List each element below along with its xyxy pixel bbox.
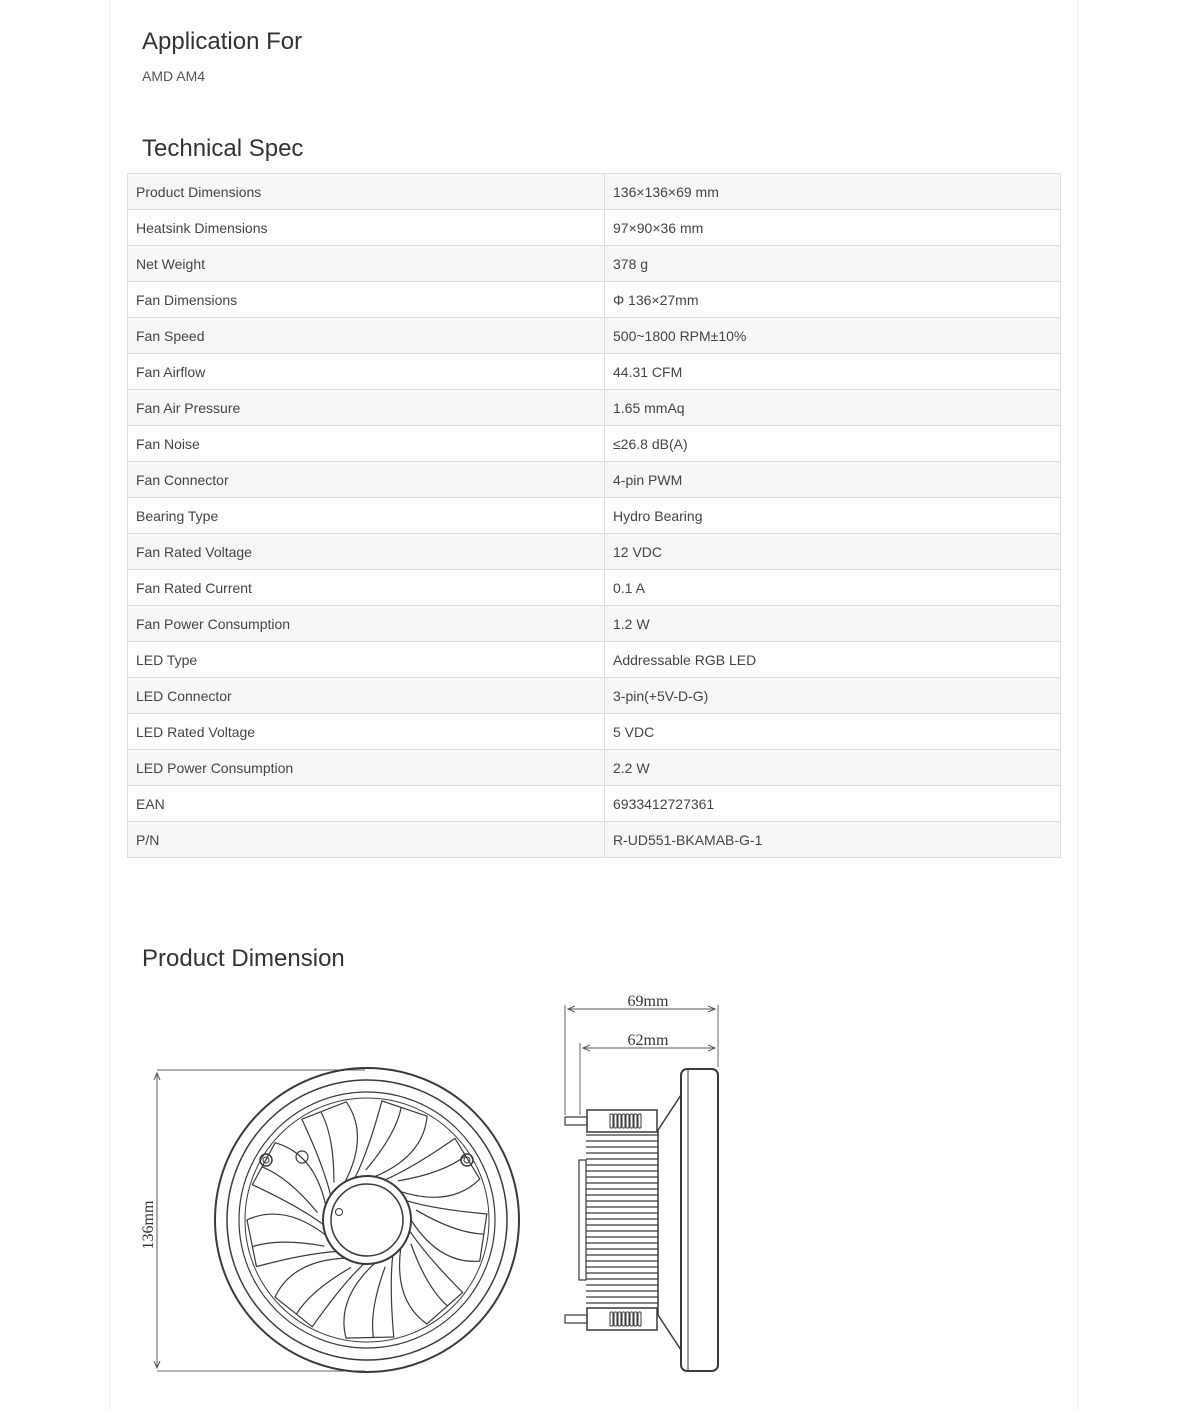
spec-value: 2.2 W — [605, 750, 1061, 786]
spec-row — [128, 282, 1061, 318]
total-width-label: 69mm — [627, 993, 669, 1010]
spec-row — [128, 642, 1061, 678]
spec-row — [128, 246, 1061, 282]
spec-value: 136×136×69 mm — [605, 174, 1061, 210]
spec-label: LED Type — [128, 642, 605, 678]
spec-label: P/N — [128, 822, 605, 858]
spec-label: Fan Rated Current — [128, 570, 605, 606]
application-heading: Application For — [142, 28, 303, 55]
spec-value: 1.65 mmAq — [605, 390, 1061, 426]
spec-row — [128, 174, 1061, 210]
height-dimension-label: 136mm — [140, 1200, 157, 1250]
product-dimension-heading: Product Dimension — [142, 945, 345, 972]
spec-value: Hydro Bearing — [605, 498, 1061, 534]
spec-row — [128, 498, 1061, 534]
spec-label: Bearing Type — [128, 498, 605, 534]
spec-label: Fan Power Consumption — [128, 606, 605, 642]
spec-value: ≤26.8 dB(A) — [605, 426, 1061, 462]
spec-label: Product Dimensions — [128, 174, 605, 210]
spec-label: Fan Air Pressure — [128, 390, 605, 426]
spec-value: 1.2 W — [605, 606, 1061, 642]
spec-row — [128, 822, 1061, 858]
spec-value: 12 VDC — [605, 534, 1061, 570]
spec-label: Heatsink Dimensions — [128, 210, 605, 246]
spec-label: Fan Speed — [128, 318, 605, 354]
spec-label: EAN — [128, 786, 605, 822]
spec-value: 97×90×36 mm — [605, 210, 1061, 246]
spec-label: Fan Connector — [128, 462, 605, 498]
spec-value: 500~1800 RPM±10% — [605, 318, 1061, 354]
spec-row — [128, 786, 1061, 822]
spec-value: 4-pin PWM — [605, 462, 1061, 498]
spec-label: Fan Airflow — [128, 354, 605, 390]
spec-label: Fan Dimensions — [128, 282, 605, 318]
spec-row — [128, 462, 1061, 498]
spec-label: LED Rated Voltage — [128, 714, 605, 750]
spec-table — [127, 173, 1061, 858]
spec-label: Fan Rated Voltage — [128, 534, 605, 570]
spec-label: Fan Noise — [128, 426, 605, 462]
spec-row — [128, 606, 1061, 642]
spec-value: 378 g — [605, 246, 1061, 282]
heatsink-width-label: 62mm — [627, 1032, 669, 1049]
spec-row — [128, 570, 1061, 606]
fan-top-view — [215, 1068, 519, 1372]
product-detail-card — [109, 0, 1078, 1410]
spec-row — [128, 426, 1061, 462]
application-value: AMD AM4 — [142, 68, 206, 84]
spec-value: 5 VDC — [605, 714, 1061, 750]
spec-row — [128, 534, 1061, 570]
spec-row — [128, 390, 1061, 426]
spec-value: 44.31 CFM — [605, 354, 1061, 390]
spec-row — [128, 354, 1061, 390]
spec-row — [128, 678, 1061, 714]
spec-row — [128, 750, 1061, 786]
spec-row — [128, 714, 1061, 750]
spec-value: R-UD551-BKAMAB-G-1 — [605, 822, 1061, 858]
spec-value: 3-pin(+5V-D-G) — [605, 678, 1061, 714]
spec-label: Net Weight — [128, 246, 605, 282]
technical-spec-heading: Technical Spec — [142, 135, 304, 162]
spec-value: Φ 136×27mm — [605, 282, 1061, 318]
spec-value: 0.1 A — [605, 570, 1061, 606]
spec-label: LED Connector — [128, 678, 605, 714]
spec-value: 6933412727361 — [605, 786, 1061, 822]
spec-label: LED Power Consumption — [128, 750, 605, 786]
spec-row — [128, 318, 1061, 354]
product-dimension-drawing — [110, 985, 1070, 1385]
spec-row — [128, 210, 1061, 246]
spec-value: Addressable RGB LED — [605, 642, 1061, 678]
cooler-side-view — [565, 1069, 718, 1371]
